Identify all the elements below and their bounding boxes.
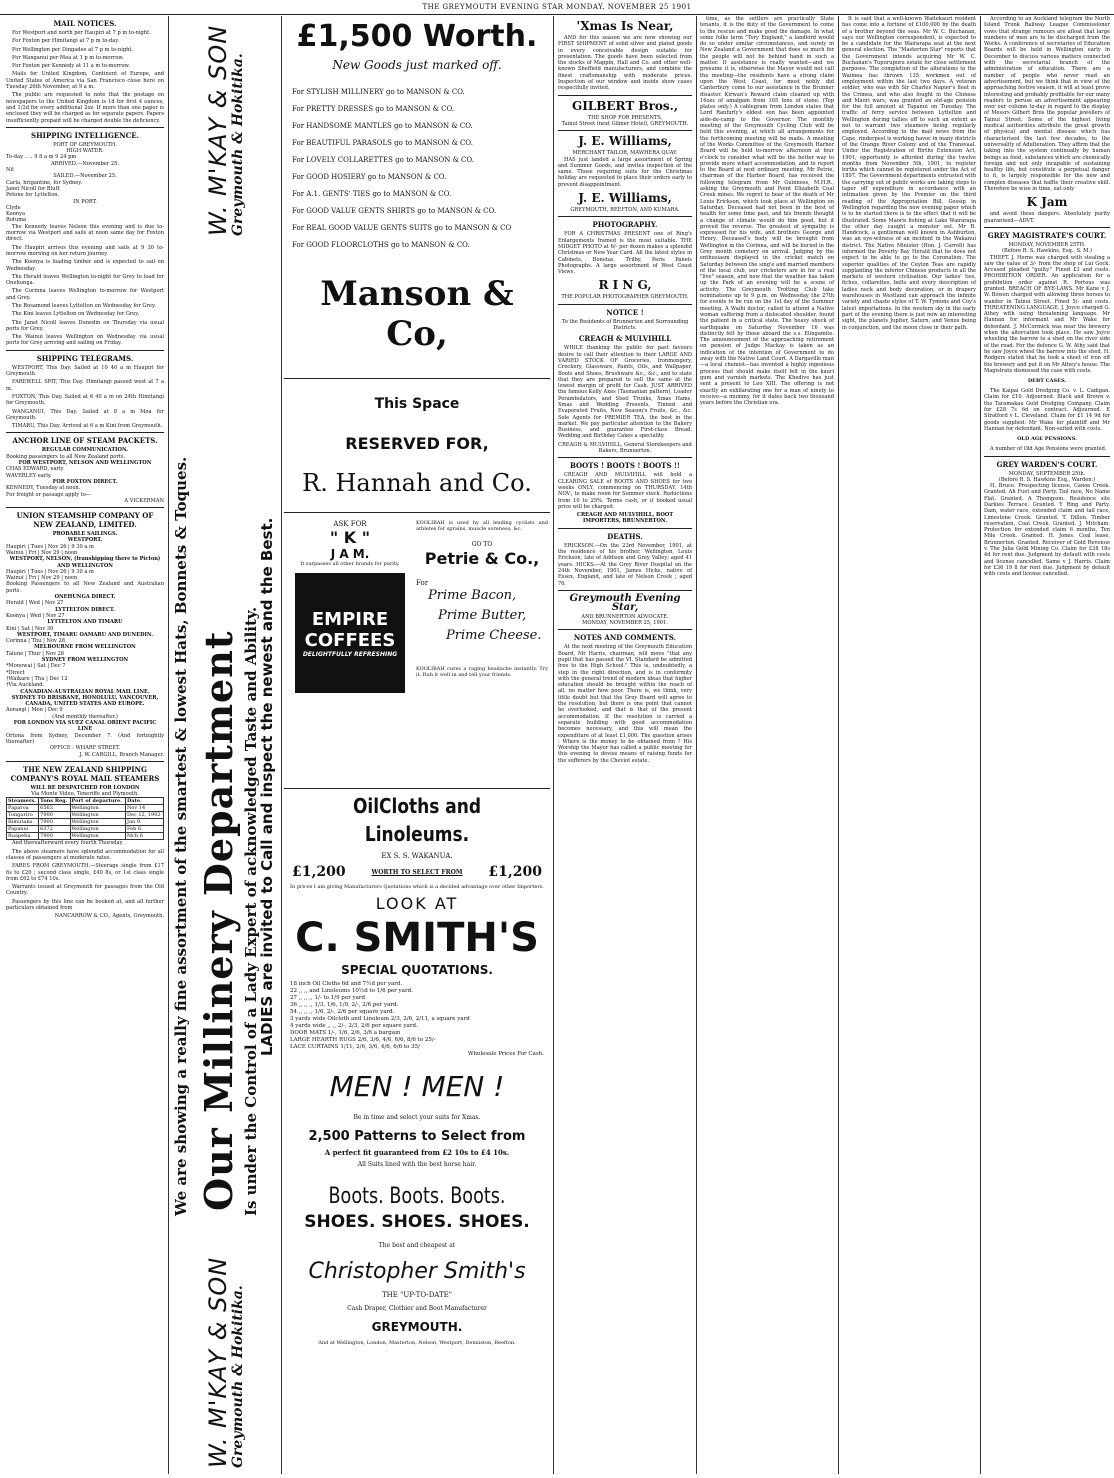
oilcloth-title: OilCloths and Linoleums. <box>352 794 482 846</box>
price-left: £1,200 <box>292 864 346 880</box>
table-cell: Jan 9. <box>125 819 163 826</box>
ship-movement: The Kennedy leaves Nelson this evening and is due to-morrow via Westport and sails at noon same day for Foxton direct. <box>6 223 164 243</box>
branches: And at Wellington, London, Masterton, Nelson, Westport, Denniston, Reefton. <box>318 1340 516 1346</box>
manson-subheadline: New Goods just marked off. <box>332 58 502 72</box>
deaths-text: ERICKSON.—On the 23rd November, 1901, at the residence of his brother, Wellington, Louis Erickson, late of Addison and Grey Valley; aged 41 years. HICKS.—At the Grey River Hospital on the 24th November, 1901, James Hicks, native of Essex, England, and late of Nelson Creek ; aged 76. <box>558 542 692 587</box>
ring-sub: THE POPULAR PHOTOGRAPHER GREYMOUTH. <box>561 294 689 301</box>
nzsc-agent: NANCARROW & CO., Agents, Greymouth. <box>54 913 164 920</box>
manson-headline: £1,500 Worth. <box>296 19 538 54</box>
table-cell: Dec 12, 1902 <box>125 812 163 819</box>
news-text: According to an Auckland telegram the North Island Trunk Railway League Commissioner vows that strange rumours are afloat that large numbers of men are to be discharged from the Works. A conference of secretaries of Education Boards will be held in Wellington early in December to discuss various matters connected with the secretarial branch of the administration of education. There are a number of people who never read an advertisement, but we think that in view of the approaching festive season, it will at least prove interesting and probably profitable for our many readers to peruse an advertisement appearing over our column to-day in regard to the display of Messrs Gilbert Bros the popular jewellers of Tainui Street. Some of the highest living medical authorities attribute the great growth of physical and mental disease which has characterised the last few decades, to the universality of Adulteration. They affirm that the taking into the system continually by human beings as food, substances which are chemically foreign and not only incapable of sustaining healthy life, but constitute a perpetual danger to it, is largely responsible for the new and complex diseases that baffle their creative skill. Therefore be wise in time, eat only <box>984 16 1110 193</box>
millinery-line-1: We are showing a really fine assortment of the smartest & lowest Hats, Bonnets & Toques. <box>172 456 190 1216</box>
arrived-nil: Nil <box>6 167 14 174</box>
ship-movement: The Janet Nicoll leaves Dunedin on Thursday via usual ports for Grey. <box>6 319 164 332</box>
price-middle: WORTH TO SELECT FROM <box>371 868 463 876</box>
price-right: £1,200 <box>488 864 542 880</box>
mail-notice: For Westport and north per Haupiri at 7 p m to-night. <box>12 30 151 36</box>
boots-sign: CREAGH AND MULVIHILL, BOOT IMPORTERS, BRUNNERTON. <box>576 512 674 525</box>
list-item: 4 yards wide ,, ,, 2/-, 2/3, 2/6 per square yard. <box>290 1023 418 1029</box>
anchor-line: KENNEDY, Tuesday at noon. <box>6 485 81 492</box>
usco-line: Ortona from Sydney, December 7. (And fortnightly thereafter) <box>6 732 164 745</box>
table-row <box>7 805 164 812</box>
reserved-line-2: RESERVED FOR, <box>345 434 489 453</box>
ship-movement: The Herald leaves Wellington to-night for Grey to load for Onehunga. <box>6 273 164 287</box>
boots-line: Boots. Boots. Boots. <box>328 1184 506 1209</box>
ship-movement: The Rosamond leaves Lyttelton on Wednesday for Grey. <box>12 302 156 309</box>
pension-title: OLD AGE PENSIONS. <box>1017 436 1077 443</box>
oilcloth-ship: EX S. S. WAKANUA. <box>381 852 453 860</box>
gilbert-address: Tainui Street (next Gilmer Hotel), GREYMOUTH. <box>561 120 689 127</box>
suits-lined: All Suits lined with the best horse hair. <box>357 1161 477 1168</box>
list-item: 18 inch Oil Cloths 6d and 7½d per yard. <box>290 981 403 987</box>
williams-sub: MERCHANT TAILOR, MAWHERA QUAY. <box>572 150 678 157</box>
usco-line: SYDNEY TO BRISBANE, HONOLULU, VANCOUVER, CANADA, UNITED STATES AND EUROPE. <box>11 694 159 708</box>
creagh-name: CREAGH & MULVIHILL <box>578 334 672 344</box>
usco-line: Herald | Wed | Nov 27 <box>6 600 64 607</box>
notice-to: To the Residents of Brunnerton and Surrounding Districts. <box>561 318 689 332</box>
smith-advertisement <box>286 884 548 1474</box>
mckay-bottom-town: Greymouth & Hokitika. <box>230 1285 246 1468</box>
usco-line: CANADIAN-AUSTRALIAN ROYAL MAIL LINE. <box>20 688 150 695</box>
notes-text: At the next meeting of the Greymouth Education Board, Mr Harris, chairman, will move "that any pupil that has passed the VI. Standard be admitted free to the High School." This is, undoubtedly, a step in the right direction, and is in conformity with the general trend of modern ideas that higher education should be brought within the reach of all, no matter how poor. There is, we think, very little doubt but that the Grey Board will agree to the resolution, but there is one point that cannot be overlooked, and that is that of the present accommodation. If the resolution is carried a separate building with good accommodation becomes necessary, and this will mean the expenditure of at least £1,000. The question arises : Where is the money to be obtained from ? His Worship the Mayor has called a public meeting for this evening to devise means of raising funds for the sufferers by the Cheviot estate. <box>558 644 692 764</box>
usco-line: Haupiri | Tues | Nov 26 | 9 30 a m <box>6 568 94 575</box>
debt-title: DEBT CASES. <box>1027 378 1067 385</box>
in-port-item: Clyde <box>6 204 21 211</box>
k-jam-inline: K Jam <box>1026 195 1068 210</box>
usco-line: Corinna | Thu | Nov 28 <box>6 638 65 645</box>
table-header: Date. <box>125 798 163 805</box>
list-item: LARGE HEARTH RUGS 2/6, 3/6, 4/6, 6/6, 8/6 to 25/- <box>290 1037 436 1043</box>
sailed-item: Petone for Lyttelton. <box>6 192 60 199</box>
mail-notice: For Wellington per Dingadee at 7 p m to-night. <box>12 46 134 53</box>
mckay-top-name: W. M'KAY & SON <box>204 24 232 236</box>
nzsc-title: THE NEW ZEALAND SHIPPING COMPANY'S ROYAL MAIL STEAMERS <box>10 764 160 783</box>
warden-date: MONDAY, SEPTEMBER 25th. <box>1008 470 1086 477</box>
list-item: DOOR MATS 1/-, 1/6, 2/6, 3/6 a bargain <box>290 1030 401 1036</box>
reserved-space-advertisement <box>286 384 548 514</box>
list-item: For LOVELY COLLARETTES go to MANSON & CO. <box>292 156 474 164</box>
up-to-date: THE "UP-TO-DATE" <box>382 1291 452 1299</box>
ship-movement: The Wainui leaves Wellington on Wednesday via usual ports for Grey arriving and sailing on Friday. <box>6 334 164 347</box>
list-item: For GOOD HOSIERY go to MANSON & CO. <box>292 173 447 181</box>
xmas-text: AND for this season we are now showing our FIRST SHIPMENT of solid silver and plated goods in every conceivable design suitable for presentation. The goods have been selected from the stocks of Mappin, Hall and Co. and other well-known Sheffield manufacturers, and combine the finest craftsmanship with moderate prices. Inspection of our window and inside show cases respectfully invited. <box>558 35 692 92</box>
photo-text: FOR A CHRISTMAS PRESENT one of Ring's Enlargements framed is the most suitable. THE MIDGET PHOTO at 6/- per dozen makes a splendid Christmas or New Year Card. All the latest styles in Cabinets, Bonetas, Trilby, Paris Panels Photographs. A large assortment of West Coast Views. <box>558 231 692 276</box>
mail-notice: For Foxton per Kennedy at 11 a m to-morrow. <box>12 63 130 70</box>
table-cell: Wellington <box>70 833 125 840</box>
table-header: Port of departure. <box>70 798 125 805</box>
usco-line: LYTTELTON AND TIMARU <box>47 619 123 626</box>
usco-line: Koonya | Wed | Nov 27 <box>6 612 65 619</box>
oilcloth-price-row <box>286 864 548 880</box>
creagh-sign: CREAGH & MULVIHILL, General Storekeepers and Bakers, Brunnerton. <box>558 441 692 455</box>
usco-line: J. W. CARGILL, Branch Manager. <box>79 751 164 758</box>
oilcloth-advertisement <box>286 792 548 890</box>
telegram: TIMARU, This Day. Arrived at 6 a m Kini from Greymouth. <box>12 423 163 430</box>
list-item: 22 ,, ,, and Linoleums 10½d to 1/6 per yard. <box>290 988 413 994</box>
quotation-list <box>286 981 548 1058</box>
coffee-word-2: COFFEES <box>304 629 396 651</box>
list-item: For PRETTY DRESSES go to MANSON & CO. <box>292 105 455 113</box>
union-steamship-sub: PROBABLE SAILINGS. <box>52 531 118 538</box>
court-text: THEFT. J. Horne was charged with stealing a saw the value of 3/- from the shop of Lui Gock. Accused pleaded "guilty." Fined £3 and costs. PROHIBITION ORDER. An application for a prohibition order against R. Portous was granted. BREACH OF BYE-LAWS. Mr Kane v J. W. Bowen charged with allowing three horses to wander in Tainui Street. Fined 5/- and costs. THREATENING LANGUAGE. J. Joyce charged G. Athey with using threatening language. Mr Hannan for informant and Mr Wake for defendant. J. McCormick was near the brewery when the altercation took place. He saw Joyce wheeling the barrow to a shed on the river side of the road. For the defence G. W. Athy said that he saw Joyce wheel the barrow into the shed. H. Rodgers stated that he took a sheet of iron off the brewery and put it on Mr Athey's house. The Magistrate dismissed the case with costs. <box>984 254 1110 374</box>
millinery-advertisement <box>170 16 278 1474</box>
column-news-1 <box>700 16 834 1474</box>
notice-title: NOTICE ! <box>606 307 644 317</box>
news-text: time, as the settlers are practically State tenants, it is the duty of the Government to come to the rescue and make good the damage. In what some folks term "Tory England," a landlord would do so under similar circumstances, and surely in New Zealand a Government that does so much for the people will not be behind hand in such a matter. If assistance is really wanted—and we presume it is, otherwise the Mayor would not call the meeting—the residents have a strong claim upon the West Coast, for most nobly did Canterbury come to our assistance in the Brunner disaster. Kirwan's Reward claim cleaned up with 16ozs of amalgam from 105 tons of stone. (Top plates only.) A cablegram from London states that Lord Ranfurly's eldest son has been appointed aide-de-camp to the Governor. The monthly meeting of the Greymouth Cycling Club will be held this evening, at which all arrangements for the forthcoming meeting will be made. A meeting of the Works Committee of the Greymouth Harbor Board will be held to-morrow afternoon at four o'clock to consider what will be the better way to provide more wharf accommodation, and to report to the Board at next ordinary meeting. Mr Petrie, chairman of the Harbor Board, has received the following telegram from Mr Guinness, M.H.R., asking the Greymouth and Point Elizabeth Coal Creek mines. We regret to hear of the death of Mr Louis Erickson, which took place at Wellington on Saturday. Deceased had not been in the best of health for some time past, and his friends thought a change of climate would do him good, but it proved the reverse. The greatest of sympathy is expressed for his wife, and brothers George and Henry. Deceased's body will be brought from Wellington in the Corinna, and will be buried in the Grey month cemetery on arrival. Judging by the enthusiasm displayed in the cricket match on Saturday between the sing'e and married members of the local club, our cricketers are in for a real "live" season, and now that the weather has taken up the Park of an evening will be a scene of activity. The Greymouth Trotting Club take nominations up to 9 p.m. on Wednesday the 27th for events to be run on the 1st day of the Summer meeting. A Waihi doctor, called to attend a Native woman suffering from a dislocated shoulder, found the patient in a critical state. The heavy shock of earthquake on Saturday November 16 was distinctly felt by those aboard the s.s. Elingamite. The announcement of the approaching retirement on pension of Judge Mackay is taken as an indication of the intention of Government to do away with the Native Land Court. A Dargaville man—a local chemist—has invented a highly ingenious process that should make itself felt in the kauri gum and varnish markets. The Khedive has just sent a present to Leo XIII. The offering is not exactly an exhilarating one for a man of ninety to receive—a mummy, for it dates back two thousand years before the Christian era. <box>700 16 834 407</box>
warden-before: (Before R. S. Hawkins Esq., Warden.) <box>998 476 1096 483</box>
warden-title: GREY WARDEN'S COURT. <box>996 459 1098 469</box>
usco-line: †Waikare | Thu | Dec 12 <box>6 675 68 682</box>
anchor-line: For freight or passage apply to— <box>6 491 92 498</box>
christopher-smith: Christopher Smith's <box>308 1259 526 1284</box>
table-cell: Wellington <box>70 819 125 826</box>
nzsc-note: The above steamers have splendid accommodation for all classes of passengers at moderate rates. <box>6 848 164 861</box>
nzsc-note: Warrants issued at Greymouth for passages from the Old Country. <box>6 884 164 897</box>
sailed-item: Janet Nicoll for Bluff. <box>6 185 61 192</box>
anchor-line: FOR WESTPORT, NELSON AND WELLINGTON <box>18 460 152 467</box>
k-brand: " K " <box>329 528 371 547</box>
nzsc-via: Via Monte Video, Teneriffe and Plymouth. <box>31 791 139 798</box>
boots-title: BOOTS ! BOOTS ! BOOTS !! <box>570 461 680 471</box>
anchor-line-sub: REGULAR COMMUNICATION. <box>41 447 129 454</box>
list-item: 36 ,, ,, ,, 1/3, 1/6, 1/9, 2/-, 2/6 per yard. <box>290 1002 399 1008</box>
fit-guarantee: A perfect fit guaranteed from £2 10s to £4 10s. <box>324 1148 510 1157</box>
table-cell: Rimutaka <box>7 819 39 826</box>
usco-line: WESTPORT, TIMARU OAMARU AND DUNEDIN. <box>16 631 153 638</box>
usco-line: WESTPORT. <box>67 537 103 544</box>
mckay-top-town: Greymouth & Hokitika. <box>230 53 246 236</box>
table-cell: Ruapehu <box>7 833 39 840</box>
ship-movement: The Koonya is loading timber and is expected to sail on Wednesday. <box>6 259 164 272</box>
prime-butter: Prime Butter, <box>438 608 527 623</box>
usco-line: Haupiri | Tues | Nov 26 | 9 30 a m <box>6 543 94 550</box>
smith-name: C. SMITH'S <box>295 915 539 961</box>
pension-text: A number of Old Age Pensions were granted. <box>990 446 1107 453</box>
usco-line: LYTTELTON DIRECT. <box>55 606 115 613</box>
list-item: LACE CURTAINS 1/11, 2/6, 3/6, 4/6, 6/6 to 35/ <box>290 1044 420 1050</box>
table-cell: Wellington <box>70 812 125 819</box>
news-text: It is said that a well-known Waitekauri resident has come into a fortune of £100,000 by the death of a brother beyond the seas. Mr W. C. Buchanan, says our Wellington correspondent, is expected to be a candidate for the Wairarapa seat at the next general election. The "Masterton Star" reports that the Government intends acquiring Mr W. C. Buchanan's Tupurupuru estate for close settlement purposes. The completion of the alterations to the Waimea has thrown 135 workmen out of employment within the last two days. A veteran soldier, who was with Sir Charles Napier's fleet in the Crimea, and who also fought in the Chinese and Maori wars, was granted an old-age pension for the full amount at Tapanui on Tuesday. The traffic of ferry service between Lyttelton and Wellington during tallies off to such an extent as not to warrant two steamers being regularly employed. According to the mail news from the Cape, rinderpest is working havoc in many districts of the Orange River Colony and of the Transvaal. Under the Registration of Births Extension Act, 1901, opportunity is afforded during the twelve months from November 5th, 1901, to register births which cannot be registered under the Act of 1897. The Government departments entrusted with the carrying out of public works are taking steps to taper off expenditure in accordance with an intimation given by the Premier on the third reading of the Appropriation Bill. Gossip in Wellington regarding the new evening paper which is to be started there is to the effect that it will be illustrated. Some Maoris fishing at Lake Wairarapa the other day caught a monster eel. Mr R. Handcock, a gentleman well known in Ashburton, was an eye-witness of an incident in the Wakanui district. The Native Minister (Hon. J. Carroll) has informed the Poverty Bay Herald that he does not expect to be able to go to the Coronation. The superior qualities of the Ceylon Teas are rapidly supplanting the inferior Chinese products in all the markets of western civilisation. Our ladies' ties, fichus, collarettes, belts and every description of ladies neck and body decoration, or in drapery warehouses in Westland can approach the infinite variety and chaste styles of T. W. Tymons and Coy's latest importations. In the western sky in the early part of the evening there is just now an interesting sight, the planets Jupiter, Saturn, and Venus being in conjunction, and the moon close in their path. <box>842 16 976 331</box>
list-item: For GOOD VALUE GENTS SHIRTS go to MANSON & CO. <box>292 207 497 215</box>
column-shipping <box>6 16 164 1474</box>
millinery-line-3: Is under the Control of a Lady Expert of acknowledged Taste and Ability. <box>242 606 260 1216</box>
telegrams-title: SHIPPING TELEGRAMS. <box>36 353 134 363</box>
coffee-word-3: DELIGHTFULLY REFRESHING <box>302 650 398 658</box>
anchor-line: FOR FOXTON DIRECT. <box>52 478 118 485</box>
smith-town: GREYMOUTH. <box>371 1320 463 1334</box>
paper-title: Greymouth Evening Star, <box>569 592 681 613</box>
xmas-title: 'Xmas Is Near, <box>576 19 674 33</box>
today-tide: To-day .. .. 9 8 a m 9 24 pm <box>6 154 77 161</box>
williams-name-2: J. E. Williams, <box>578 191 672 206</box>
men-headline: MEN ! MEN ! <box>329 1070 505 1103</box>
sailed-item: Carla, brigantine, for Sydney. <box>6 179 83 186</box>
debt-text: The Kaipai Gold Dredging Co. v. L. Cadigan. Claim for £10. Adjourned. Black and Brown v. the Taramakau Gold Dredging Company. Claim for £28 7s 6d on contract. Adjourned. E Stratford v L. Cleveland. Claim for £1 14 9d for goods supplied. Mr Wake for plaintiff and Mr Hannan for defendant. Non-suited with costs. <box>984 388 1110 432</box>
telegram: FOXTON, This Day. Sailed at 6 40 a m on 24th Himitangi for Greymouth. <box>6 393 164 407</box>
table-cell: Wellington <box>70 805 125 812</box>
usco-line: WESTPORT, NELSON, (transhipping there to Picton) AND WELLINGTON <box>9 556 161 569</box>
list-item: For REAL GOOD VALUE GENTS SUITS go to MANSON & CO <box>292 224 512 232</box>
mail-notice: For Foxton per Himitangi at 7 p m to-day. <box>12 38 120 45</box>
table-cell: Feb 6. <box>125 826 163 833</box>
shipping-title: SHIPPING INTELLIGENCE. <box>31 130 139 140</box>
table-header: Steamers. <box>7 798 39 805</box>
nzsc-note: FARES FROM GREYMOUTH.—Steerage single from £17 6s to £20 ; second class single, £40 8s, or 1st class single from £62 to £74 10s. <box>6 863 164 882</box>
paper-date: MONDAY, NOVEMBER 25, 1901. <box>582 620 668 627</box>
petrie-name: Petrie & Co., <box>424 549 540 568</box>
jam-tagline: It surpasses all other brands for purity. <box>300 561 400 567</box>
table-cell: 7900 <box>39 833 70 840</box>
usco-line: Kini | Sat | Nov 30 <box>6 625 54 632</box>
coffee-word-1: EMPIRE <box>311 608 389 630</box>
millinery-line-2: Our Millinery Department <box>196 630 241 1211</box>
list-item: For GOOD FLOORCLOTHS go to MANSON & CO. <box>292 241 470 249</box>
usco-line: SYDNEY FROM WELLINGTON <box>41 657 129 664</box>
table-row <box>7 833 164 840</box>
table-cell: Wellington <box>70 826 125 833</box>
reserved-line-1: This Space <box>374 396 460 412</box>
newspaper-masthead: THE GREYMOUTH EVENING STAR MONDAY, NOVEMBER 25 1901 <box>0 0 1114 15</box>
mail-notices-title: MAIL NOTICES. <box>53 19 117 28</box>
usco-line: Talune | Thur | Nov 28 <box>6 650 65 657</box>
gilbert-name: GILBERT Bros., <box>571 98 679 113</box>
union-steamship-title: UNION STEAMSHIP COMPANY OF NEW ZEALAND, LIMITED. <box>16 511 154 530</box>
nzsc-note: And thereafterward every fourth Thursday. <box>12 840 124 847</box>
go-to: GO TO <box>471 541 493 548</box>
in-port-heading: IN PORT. <box>73 198 97 205</box>
sailed-heading: SAILED.—November 25. <box>53 173 117 180</box>
table-row <box>7 819 164 826</box>
usco-line: (And monthly thereafter.) <box>52 713 118 720</box>
boots-text: CREAGH AND MULVIHILL will hold a CLEARING SALE of BOOTS AND SHOES for two weeks ONLY, commencing on THURSDAY, 14th NOV., to make room for Summer stock. Reductions from 10 to 25%. Terms cash, or if booked usual price will be charged. <box>558 472 692 510</box>
williams-sub-2: GREYMOUTH, REEFTON, AND KUMARA. <box>570 207 680 214</box>
prime-bacon: Prime Bacon, <box>428 588 517 603</box>
ship-movement: The Corinna leaves Wellington to-morrow for Westport and Grey. <box>6 288 164 301</box>
table-row <box>7 826 164 833</box>
koolibah-note-1: KOOLIBAH is used by all leading cyclists and athletes for sprains, muscle soreness, &c. <box>416 520 548 532</box>
high-water-heading: HIGH WATER. <box>66 148 104 155</box>
jam-label: J A M. <box>330 547 370 561</box>
port-heading: PORT OF GREYMOUTH. <box>53 141 117 148</box>
list-item: For STYLISH MILLINERY go to MANSON & CO. <box>292 88 465 96</box>
telegram: WANGANUI, This Day. Sailed at 8 a m Moa for Greymouth. <box>6 408 164 421</box>
shoes-line: SHOES. SHOES. SHOES. <box>304 1212 530 1232</box>
koolibah-note-2: KOOLIBAH cures a raging headache instantly. Try it. Rub it well in and tell your friends. <box>416 666 548 678</box>
arrived-heading: ARRIVED.—November 25. <box>50 160 120 167</box>
xmas-suits: Be in time and select your suits for Xmas. <box>353 1114 481 1121</box>
k-jam-tail: and avoid these dangers. Absolutely purity guaranteed—ADVT. <box>984 211 1110 224</box>
court-title: GREY MAGISTRATE'S COURT. <box>987 230 1107 240</box>
telegram: FAREWELL SPIT, This Day. Himitangi passed west at 7 a m. <box>6 379 164 392</box>
table-cell: Nov 14 <box>125 805 163 812</box>
list-item: For BEAUTIFUL PARASOLS go to MANSON & CO. <box>292 139 473 147</box>
sailing-table <box>6 797 164 840</box>
table-cell: 6563 <box>39 805 70 812</box>
in-port-item: Rotuma <box>6 217 27 224</box>
mail-notice: Mails for United Kingdom, Continent of Europe, and United States of America via San Francisco close here on Tuesday 26th November, at 9 a m. <box>6 71 164 91</box>
patterns: 2,500 Patterns to Select from <box>308 1129 526 1144</box>
millinery-line-4: LADIES are invited to Call and inspect the newest and the Best. <box>258 517 276 1056</box>
anchor-line-title: ANCHOR LINE OF STEAM PACKETS. <box>12 436 158 446</box>
creagh-text: WHILE thanking the public for past favours desire to call their attention to their LARGE AND VARIED STOCK OF Groceries, Ironmongery, Crockery, Glassware, Paints, Oils, and Wallpaper, Boots and Shoes, Brushware &c., &c., and to state that they are prepared to sell the same at the lowest margin of profit for Cash. JUST ARRIVED the famous Kolly Axes (Tasmanian pattern), Loader Perambulators, and Steel Trunks, Xmas Hams, Xmas and Wedding Presents, Tinned and Evaporated Fruits, New Season's Fruits, &c., &c. Sole Agents for PREMIER TEA, the best in the market. We pay particular attention to the Bakery Business, and guarantee First-class Bread. Wedding and Birthday Cakes a speciality. <box>558 345 692 440</box>
manson-name: Manson & Co, <box>320 274 514 354</box>
anchor-line: A VICKERMAN <box>124 497 164 504</box>
list-item: For HANDSOME MANTLES go to MANSON & CO. <box>292 122 473 130</box>
table-cell: Mch 6 <box>125 833 163 840</box>
williams-text: HAS just landed a large assortment of Spring and Summer Goods, and invites inspection of the same. Those requiring suits for the Christmas holiday are requested to place their orders early to prevent disappointment. <box>558 156 692 188</box>
ship-movement: The Haupiri arrives this evening and sails at 9 30 to-morrow morning on her return journey. <box>6 244 164 257</box>
gilbert-sub: THE SHOP FOR PRESENTS, <box>587 114 663 121</box>
list-item: 54 ,, ,, ,, 1/6, 2/-, 2/6 per square yard. <box>290 1009 395 1015</box>
special-quotations: SPECIAL QUOTATIONS. <box>341 963 493 977</box>
court-before: (Before R. S. Hawkins, Esq., S. M.) <box>1002 248 1092 255</box>
anchor-line: CHAS EDWARD, early <box>6 466 64 473</box>
mail-notice: For Wanganui per Moa at 1 p m to-morrow. <box>12 54 124 61</box>
list-item: For A.1. GENTS' TIES go to MANSON & CO. <box>292 190 452 198</box>
ship-movement: The Kini leaves Lyttelton on Wednesday for Grey. <box>12 311 140 318</box>
usco-line: OFFICE : WHARF STREET. <box>49 745 121 752</box>
usco-line: *Monowai | Sat | Dec 7 <box>6 663 66 670</box>
manson-advertisement <box>286 18 548 374</box>
usco-line: †Via Auckland. <box>6 682 45 689</box>
for-label: For <box>416 579 429 587</box>
usco-line: Wainui | Fri | Nov 29 | noon <box>6 550 78 556</box>
usco-line: Aorangi | Mon | Dec 9 <box>6 707 63 714</box>
table-cell: Papanui <box>7 826 39 833</box>
telegram: WESTPORT, This Day. Sailed at 10 40 a m Haupiri for Greymouth. <box>6 364 164 378</box>
manson-list <box>286 84 548 254</box>
mckay-bottom-name: W. M'KAY & SON <box>204 1256 232 1468</box>
list-item: 3 yards wide Oilcloth and Linoleum 2/3, 2/6, 2/11, a square yard <box>290 1016 470 1022</box>
usco-line: FOR LONDON VIA SUEZ CANAL ORIENT PACIFIC LINE <box>13 720 157 733</box>
table-cell: 6372 <box>39 826 70 833</box>
usco-line: ONEHUNGA DIRECT. <box>54 594 116 601</box>
photo-title: PHOTOGRAPHY. <box>592 220 658 230</box>
ring-name: R I N G, <box>598 278 652 293</box>
nzsc-note: Passengers by this line can be booked at, and all further particulars obtained from <box>6 898 164 912</box>
anchor-line: Booking passengers to all New Zealand ports. <box>6 453 126 460</box>
reserved-line-3: R. Hannah and Co. <box>302 469 532 497</box>
column-news-2 <box>842 16 976 1474</box>
table-cell: Paparoa <box>7 805 39 812</box>
usco-line: Wainui | Fri | Nov 29 | noon <box>6 575 78 582</box>
usco-line: Booking Passengers to all New Zealand and Australian ports. <box>6 581 164 594</box>
k-jam-advertisement <box>286 516 414 784</box>
empire-coffee-logo <box>295 573 405 693</box>
wholesale-note: Wholesale Prices For Cash. <box>467 1051 544 1057</box>
table-cell: 7900 <box>39 812 70 819</box>
deaths-title: DEATHS. <box>607 531 643 541</box>
petrie-advertisement <box>416 516 548 784</box>
ask-for: ASK FOR <box>333 520 367 528</box>
table-row <box>7 812 164 819</box>
usco-line: MELBOURNE FROM WELLINGTON <box>34 644 136 651</box>
mail-notice: The public are requested to note that the postage on newspapers to the United Kingdom is 1d for first 4 ounces, and 1/2d for every additional 2oz. If more than one paper is enclosed they will be charged as for separate papers. Papers insufficiently prepaid will be charged double the deficiency. <box>6 92 164 124</box>
usco-line: *Direct <box>6 669 25 676</box>
oilcloth-note: In prices I am giving Manufacturers Quotations which is a decided advantage over other Importers. <box>290 884 544 890</box>
notes-title: NOTES AND COMMENTS. <box>573 633 677 643</box>
warden-text: H. Bruce. Prospecting license, Canoe Creek. Granted. Ah Fuet and Party. Tail race, No Name Flat. Granted. A Thompson. Residence site Darkies Terrace. Granted. Y Ring and Party. Dam, water race, extended claim and tail race, Limestone Creek. Granted. T. Dillon. Timber reservation, Coal Creek. Granted. J. Mitcham. Protection for extended claim 6 months, Ten Mile Creek. Granted. H. Jones. Coal lease, Brunnerton. Granted. Receiver of Gold Revenue v. The Julia Gold Mining Co. Claim for £38 18s 4d for rent due. Judgment by default with costs and license cancelled. Same v J. Harris. Claim for £36 19 8 for rent due. Judgment by default with costs and license cancelled. <box>984 483 1110 578</box>
table-header: Tons Reg. <box>39 798 70 805</box>
paper-sub: AND BRUNNERTON ADVOCATE. <box>581 613 669 620</box>
look-at: LOOK AT <box>375 894 459 913</box>
draper-line: Cash Draper, Clothier and Boot Manufacturer <box>347 1305 487 1312</box>
table-header-row <box>7 798 164 805</box>
anchor-line: WAVERLEY early. <box>6 472 52 479</box>
in-port-item: Koonya <box>6 211 25 218</box>
column-court <box>984 16 1110 1474</box>
nzsc-sub: WILL BE DESPATCHED FOR LONDON <box>30 784 140 791</box>
prime-cheese: Prime Cheese. <box>446 628 542 643</box>
best-cheapest: The best and cheapest at <box>378 1242 456 1249</box>
table-cell: Tongariro <box>7 812 39 819</box>
table-cell: 7900 <box>39 819 70 826</box>
court-date: MONDAY, NOVEMBER 25TH. <box>1008 241 1086 248</box>
williams-name: J. E. Williams, <box>578 134 672 149</box>
list-item: 27 ,, ,, ,, 1/- to 1/9 per yard <box>290 995 365 1001</box>
column-ads-notes <box>558 16 692 1474</box>
